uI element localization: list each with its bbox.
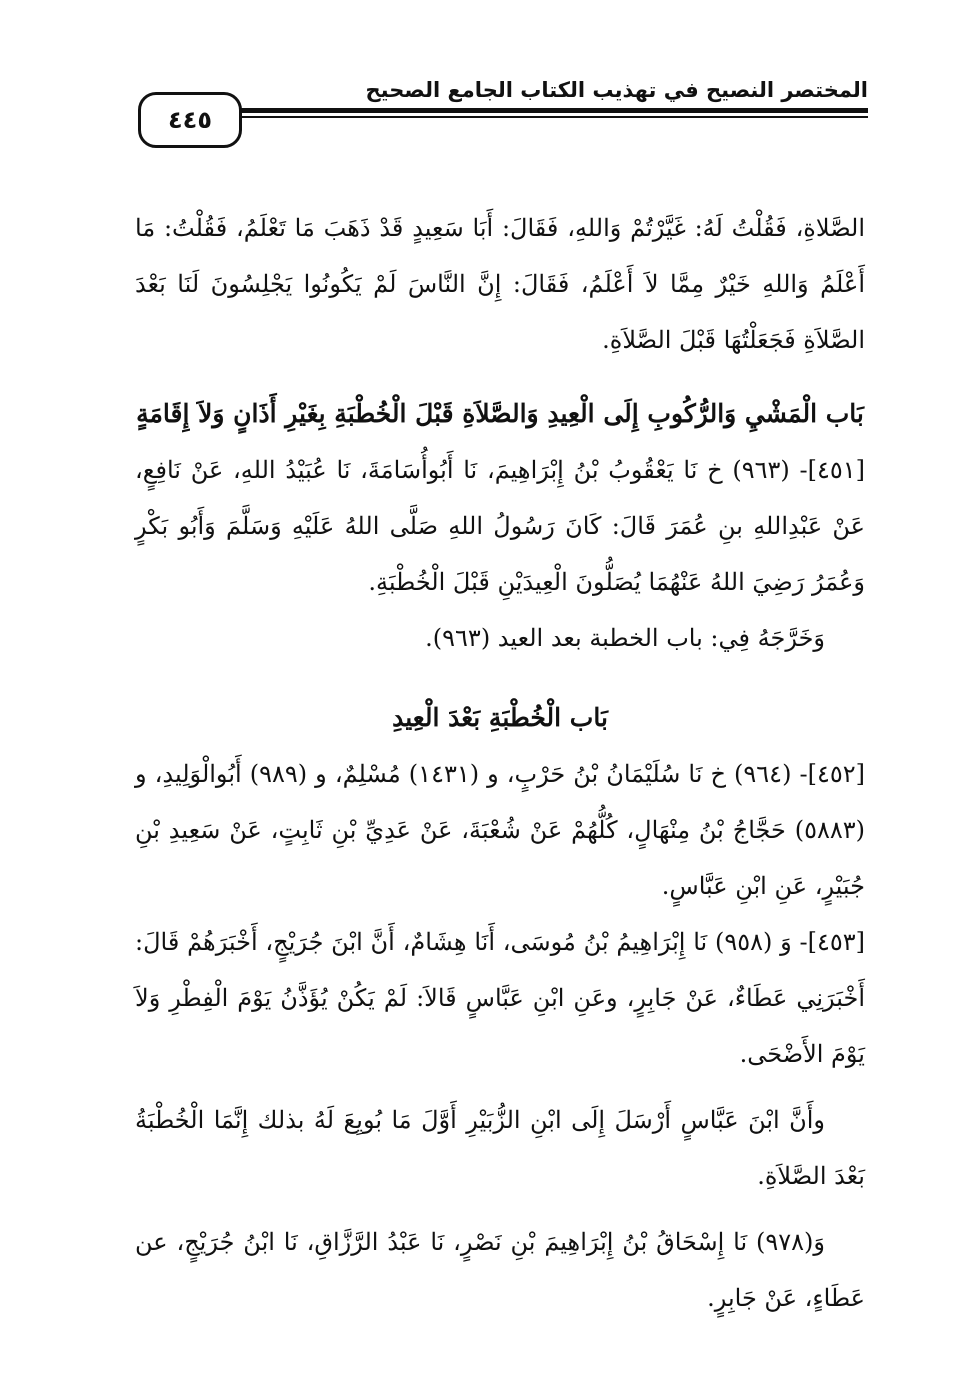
hadith-451: [٤٥١]- (٩٦٣) خ نَا يَعْقُوبُ بْنُ إِبْرَاهِيمَ، نَا أَبُوأُسَامَةَ، نَا عُبَيْدُ اللهِ، عَنْ نَافِعٍ، عَنْ عَبْدِاللهِ بنِ عُمَرَ قَالَ: كَانَ رَسُولُ اللهِ صَلَّى اللهُ عَلَيْهِ وَسَلَّمَ وَأَبُو بَكْرٍ وَعُمَرُ رَضِيَ اللهُ عَنْهُمَا يُصَلُّونَ الْعِيدَيْنِ قَبْلَ الْخُطْبَةِ. (135, 456, 865, 596)
running-title: المختصر النصيح في تهذيب الكتاب الجامع الصحيح (365, 78, 868, 102)
paragraph-978: وَ(٩٧٨) نَا إِسْحَاقُ بْنُ إِبْرَاهِيمَ بْنِ نَصْرٍ، نَا عَبْدُ الرَّزَّاقِ، نَا ابْنُ جُرَيْجٍ، عن عَطَاءٍ، عَنْ جَابِرٍ. (135, 1228, 865, 1312)
paragraph-ibn-abbas: وأَنَّ ابْنَ عَبَّاسٍ أَرْسَلَ إِلَى ابْنِ الزُّبَيْرِ أَوَّلَ مَا بُويِعَ لَهُ بذلك إِنَّمَا الْخُطْبَةُ بَعْدَ الصَّلاَةِ. (135, 1106, 865, 1190)
page-body (135, 200, 865, 1326)
page-number: ٤٤٥ (138, 92, 242, 148)
hadith-452: [٤٥٢]- (٩٦٤) خ نَا سُلَيْمَانُ بْنُ حَرْبٍ، و (١٤٣١) مُسْلِمٌ، و (٩٨٩) أَبُوالْوَلِيدِ، و (٥٨٨٣) حَجَّاجُ بْنُ مِنْهَالٍ، كُلُّهُمْ عَنْ شُعْبَةَ، عَنْ عَدِيِّ بْنِ ثَابِتٍ، عَنْ سَعِيدِ بْنِ جُبَيْرٍ، عَنِ ابْنِ عَبَّاسٍ. (135, 760, 866, 900)
paragraph-salah: الصَّلاةِ، فَقُلْتُ لَهُ: غَيَّرْتُمْ وَاللهِ، فَقَالَ: أَبَا سَعِيدٍ قَدْ ذَهَبَ مَا تَعْلَمُ، فَقُلْتُ: مَا أَعْلَمُ وَاللهِ خَيْرٌ مِمَّا لاَ أَعْلَمُ، فَقَالَ: إِنَّ النَّاسَ لَمْ يَكُونُوا يَجْلِسُونَ لَنَا بَعْدَ الصَّلاَةِ فَجَعَلْتُهَا قَبْلَ الصَّلاَةِ. (135, 214, 865, 354)
hadith-453: [٤٥٣]- وَ (٩٥٨) نَا إِبْرَاهِيمُ بْنُ مُوسَى، أَنَا هِشَامٌ، أَنَّ ابْنَ جُرَيْجٍ، أَخْبَرَهُمْ قَالَ: أَخْبَرَنِي عَطَاءٌ، عَنْ جَابِرٍ، وعَنِ ابْنِ عَبَّاسٍ قَالاَ: لَمْ يَكُنْ يُؤَذَّنُ يَوْمَ الْفِطْرِ وَلاَ يَوْمَ الأَضْحَى. (135, 928, 865, 1068)
section-title-walking-riding: بَاب الْمَشْيِ وَالرُّكُوبِ إِلَى الْعِيدِ وَالصَّلاَةِ قَبْلَ الْخُطْبَةِ بِغَيْرِ أَذَانٍ وَلاَ إِقَامَةٍ (136, 399, 864, 428)
page-header (130, 70, 868, 150)
header-rule-thick (230, 108, 868, 113)
header-rule-thin (230, 116, 868, 118)
section-title-khutbah-after-eid: بَاب الْخُطْبَةِ بَعْدَ الْعِيدِ (392, 703, 608, 732)
takhrij-451: وَخَرَّجَهُ فِي: باب الخطبة بعد العيد (٩٦٣). (425, 624, 825, 652)
